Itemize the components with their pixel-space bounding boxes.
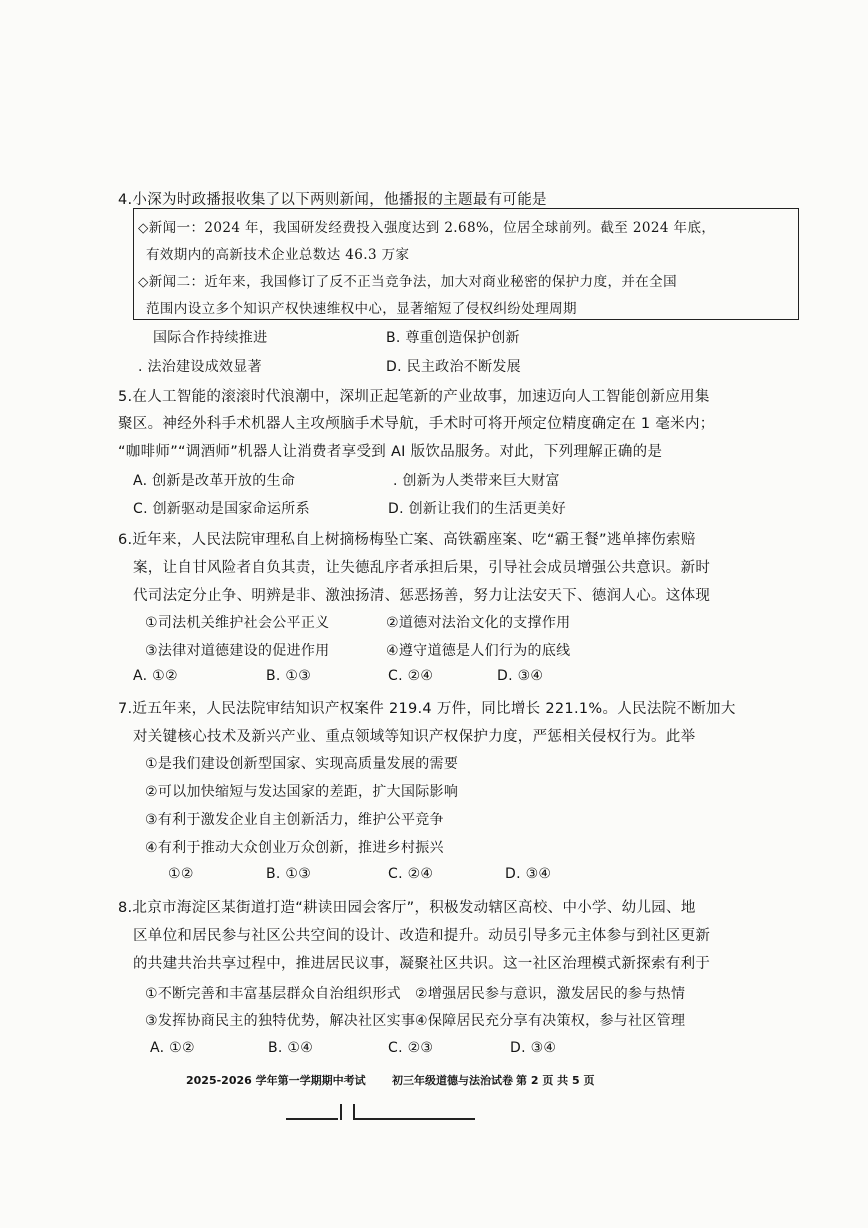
question-5-line-1: 5.在人工智能的滚滚时代浪潮中，深圳正起笔新的产业故事，加速迈向人工智能创新应用集 — [118, 389, 710, 405]
q5-option-c: C. 创新驱动是国家命运所系 — [133, 501, 310, 517]
q5-option-a: A. 创新是改革开放的生命 — [133, 473, 296, 489]
q7-option-a: ①② — [168, 866, 194, 882]
q8-option-a: A. ①② — [150, 1040, 195, 1056]
q8-statement-2: ②增强居民参与意识，激发居民的参与热情 — [415, 986, 686, 1002]
q8-statement-3: ③发挥协商民主的独特优势，解决社区实事 — [145, 1013, 416, 1029]
q8-statement-4: ④保障居民充分享有决策权，参与社区管理 — [415, 1013, 686, 1029]
question-5-line-3: “咖啡师”“调酒师”机器人让消费者享受到 AI 版饮品服务。对此，下列理解正确的是 — [118, 444, 663, 460]
q6-option-b: B. ①③ — [266, 668, 312, 684]
question-5-line-2: 聚区。神经外科手术机器人主攻颅脑手术导航，手术时可将开颅定位精度确定在 1 毫米内； — [118, 416, 715, 432]
q4-option-d: D. 民主政治不断发展 — [386, 359, 521, 375]
q5-option-d: D. 创新让我们的生活更美好 — [388, 501, 566, 517]
q7-statement-4: ④有利于推动大众创业万众创新，推进乡村振兴 — [145, 840, 444, 856]
footer-subject: 初三年级道德与法治试卷 — [392, 1074, 513, 1087]
news-1-line-1: ◇新闻一：2024 年，我国研发经费投入强度达到 2.68%，位居全球前列。截至 2024 年底， — [138, 220, 716, 236]
question-8-line-3: 的共建共治共享过程中，推进居民议事，凝聚社区共识。这一社区治理模式新探索有利于 — [133, 956, 711, 972]
q8-option-d: D. ③④ — [510, 1040, 557, 1056]
q4-option-a: 国际合作持续推进 — [153, 330, 268, 346]
q4-option-b: B. 尊重创造保护创新 — [386, 330, 520, 346]
q6-statement-4: ④遵守道德是人们行为的底线 — [386, 643, 571, 659]
question-8-line-1: 8.北京市海淀区某街道打造“耕读田园会客厅”，积极发动辖区高校、中小学、幼儿园、地 — [118, 900, 696, 916]
q6-option-a: A. ①② — [133, 668, 178, 684]
q7-statement-2: ②可以加快缩短与发达国家的差距，扩大国际影响 — [145, 784, 459, 800]
q4-option-c: . 法治建设成效显著 — [138, 359, 262, 375]
binding-line-left — [286, 1118, 338, 1120]
footer-page-number: 第 2 页 共 5 页 — [516, 1074, 595, 1087]
q7-option-d: D. ③④ — [505, 866, 552, 882]
question-6-line-1: 6.近年来，人民法院审理私自上树摘杨梅坠亡案、高铁霸座案、吃“霸王餐”逃单摔伤索赔 — [118, 532, 696, 548]
question-4-stem: 4.小深为时政播报收集了以下两则新闻，他播报的主题最有可能是 — [118, 192, 547, 208]
q6-option-c: C. ②④ — [388, 668, 434, 684]
q7-option-c: C. ②④ — [388, 866, 434, 882]
q5-option-b: . 创新为人类带来巨大财富 — [393, 473, 560, 489]
question-6-line-2: 案，让自甘风险者自负其责，让失德乱序者承担后果，引导社会成员增强公共意识。新时 — [133, 560, 711, 576]
news-box — [133, 208, 799, 320]
news-1-line-2: 有效期内的高新技术企业总数达 46.3 万家 — [146, 247, 410, 263]
q8-option-b: B. ①④ — [268, 1040, 314, 1056]
binding-line-right — [355, 1118, 475, 1120]
question-7-line-2: 对关键核心技术及新兴产业、重点领域等知识产权保护力度，严惩相关侵权行为。此举 — [133, 729, 696, 745]
question-7-line-1: 7.近五年来，人民法院审结知识产权案件 219.4 万件，同比增长 221.1%。人民法院不断加大 — [118, 701, 736, 717]
news-2-line-2: 范围内设立多个知识产权快速维权中心，显著缩短了侵权纠纷处理周期 — [146, 301, 577, 317]
question-8-line-2: 区单位和居民参与社区公共空间的设计、改造和提升。动员引导多元主体参与到社区更新 — [133, 928, 711, 944]
q7-option-b: B. ①③ — [266, 866, 312, 882]
q6-statement-3: ③法律对道德建设的促进作用 — [145, 643, 330, 659]
question-6-line-3: 代司法定分止争、明辨是非、激浊扬清、惩恶扬善，努力让法安天下、德润人心。这体现 — [133, 588, 711, 604]
binding-tick-left — [340, 1104, 342, 1120]
q8-option-c: C. ②③ — [388, 1040, 434, 1056]
q8-statement-1: ①不断完善和丰富基层群众自治组织形式 — [145, 986, 401, 1002]
news-2-line-1: ◇新闻二：近年来，我国修订了反不正当竞争法，加大对商业秘密的保护力度，并在全国 — [138, 274, 677, 290]
q6-option-d: D. ③④ — [497, 668, 544, 684]
footer-exam-title: 2025-2026 学年第一学期期中考试 — [186, 1074, 366, 1087]
q6-statement-2: ②道德对法治文化的支撑作用 — [386, 615, 571, 631]
q6-statement-1: ①司法机关维护社会公平正义 — [145, 615, 330, 631]
q7-statement-1: ①是我们建设创新型国家、实现高质量发展的需要 — [145, 756, 459, 772]
q7-statement-3: ③有利于激发企业自主创新活力，维护公平竞争 — [145, 812, 444, 828]
